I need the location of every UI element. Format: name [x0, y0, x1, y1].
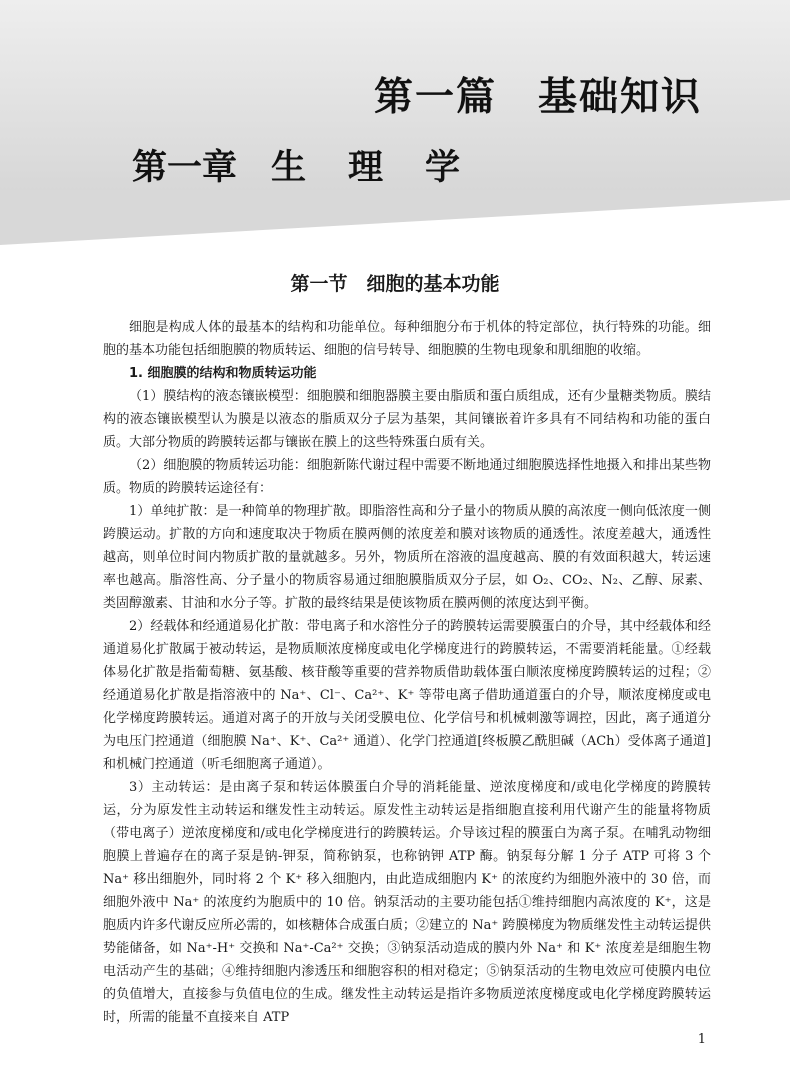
header-banner-edge — [0, 190, 790, 250]
paragraph: （1）膜结构的液态镶嵌模型：细胞膜和细胞器膜主要由脂质和蛋白质组成，还有少量糖类物质。膜结构的液态镶嵌模型认为膜是以液态的脂质双分子层为基架，其间镶嵌着许多具有不同结构和功能的蛋白质。大部分物质的跨膜转运都与镶嵌在膜上的这些特殊蛋白质有关。 — [103, 389, 711, 450]
chapter-title — [132, 140, 460, 190]
chapter-name-char: 学 — [425, 148, 461, 188]
part-title: 第一篇 基础知识 — [373, 75, 702, 120]
paragraph: 3）主动转运：是由离子泵和转运体膜蛋白介导的消耗能量、逆浓度梯度和/或电化学梯度的跨膜转运，分为原发性主动转运和继发性主动转运。原发性主动转运是指细胞直接利用代谢产生的能量将物质（带电离子）逆浓度梯度和/或电化学梯度进行的跨膜转运。介导该过程的膜蛋白为离子泵。在哺乳动物细胞膜上普遍存在的离子泵是钠-钾泵，简称钠泵，也称钠钾 ATP 酶。钠泵每分解 1 分子 ATP 可将 3 个 Na⁺ 移出细胞外，同时将 2 个 K⁺ 移入细胞内，由此造成细胞内 K⁺ 的浓度约为细胞外液中的 30 倍，而细胞外液中 Na⁺ 的浓度约为胞质中的 10 倍。钠泵活动的主要功能包括①维持细胞内高浓度的 K⁺，这是胞质内许多代谢反应所必需的，如核糖体合成蛋白质；②建立的 Na⁺ 跨膜梯度为物质继发性主动转运提供势能储备，如 Na⁺-H⁺ 交换和 Na⁺-Ca²⁺ 交换；③钠泵活动造成的膜内外 Na⁺ 和 K⁺ 浓度差是细胞生物电活动产生的基础；④维持细胞内渗透压和细胞容积的相对稳定；⑤钠泵活动的生物电效应可使膜内电位的负值增大，直接参与负值电位的生成。继发性主动转运是指许多物质逆浓度梯度或电化学梯度跨膜转运时，所需的能量不直接来自 ATP — [103, 780, 711, 1025]
paragraph: 2）经载体和经通道易化扩散：带电离子和水溶性分子的跨膜转运需要膜蛋白的介导，其中经载体和经通道易化扩散属于被动转运，是物质顺浓度梯度或电化学梯度进行的跨膜转运，不需要消耗能量。①经载体易化扩散是指葡萄糖、氨基酸、核苷酸等重要的营养物质借助载体蛋白顺浓度梯度跨膜转运的过程；②经通道易化扩散是指溶液中的 Na⁺、Cl⁻、Ca²⁺、K⁺ 等带电离子借助通道蛋白的介导，顺浓度梯度或电化学梯度跨膜转运。通道对离子的开放与关闭受膜电位、化学信号和机械刺激等调控，因此，离子通道分为电压门控通道（细胞膜 Na⁺、K⁺、Ca²⁺ 通道）、化学门控通道[终板膜乙酰胆碱（ACh）受体离子通道]和机械门控通道（听毛细胞离子通道）。 — [103, 619, 711, 772]
chapter-name-char: 理 — [348, 148, 384, 188]
page-number: 1 — [697, 1032, 706, 1047]
chapter-name-char: 生 — [271, 148, 307, 188]
section-title: 第一节 细胞的基本功能 — [290, 273, 500, 295]
paragraph: （2）细胞膜的物质转运功能：细胞新陈代谢过程中需要不断地通过细胞膜选择性地摄入和排出某些物质。物质的跨膜转运途径有： — [103, 458, 711, 496]
chapter-number: 第一章 — [132, 148, 238, 188]
paragraph: 1）单纯扩散：是一种简单的物理扩散。即脂溶性高和分子量小的物质从膜的高浓度一侧向低浓度一侧跨膜运动。扩散的方向和速度取决于物质在膜两侧的浓度差和膜对该物质的通透性。浓度差越大，通透性越高，则单位时间内物质扩散的量就越多。另外，物质所在溶液的温度越高、膜的有效面积越大，转运速率也越高。脂溶性高、分子量小的物质容易通过细胞膜脂质双分子层，如 O₂、CO₂、N₂、乙醇、尿素、类固醇激素、甘油和水分子等。扩散的最终结果是使该物质在膜两侧的浓度达到平衡。 — [103, 504, 711, 611]
subsection-heading: 1. 细胞膜的结构和物质转运功能 — [129, 366, 317, 381]
paragraph: 细胞是构成人体的最基本的结构和功能单位。每种细胞分布于机体的特定部位，执行特殊的功能。细胞的基本功能包括细胞膜的物质转运、细胞的信号转导、细胞膜的生物电现象和肌细胞的收缩。 — [103, 320, 711, 358]
body-text — [103, 316, 711, 1029]
